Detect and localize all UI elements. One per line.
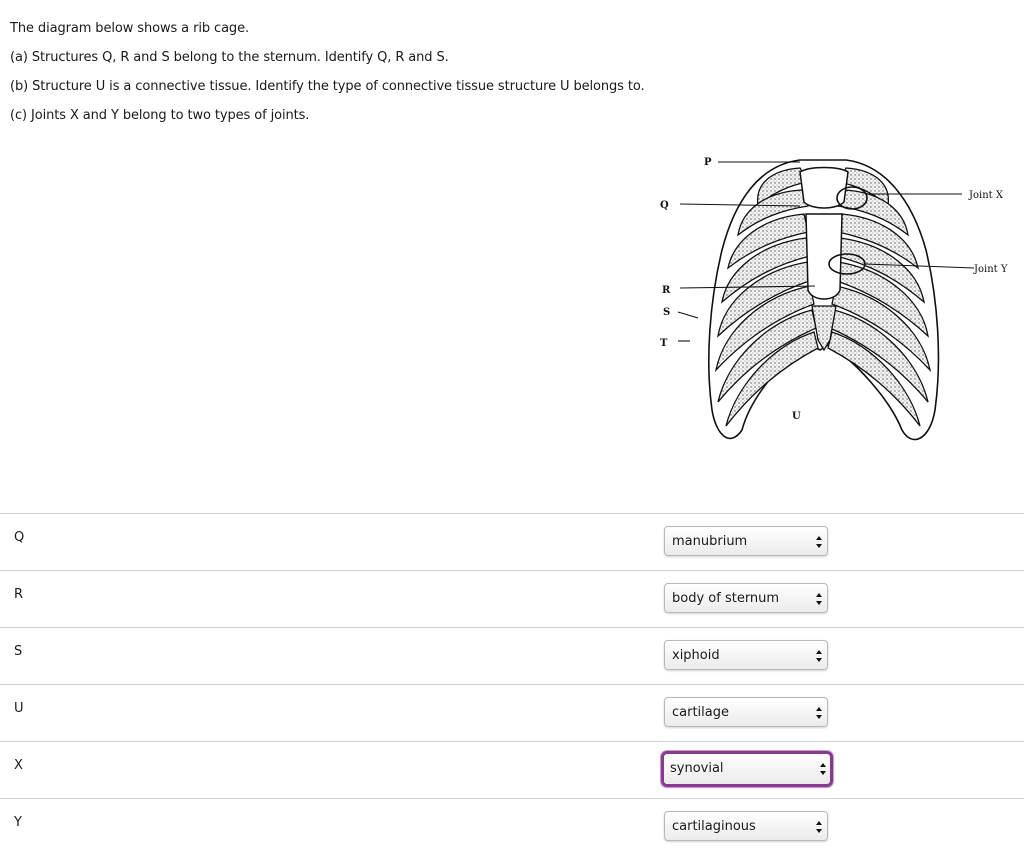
select-arrows-icon	[815, 820, 823, 834]
answer-key: Q	[14, 530, 25, 545]
rib-cage-diagram	[650, 130, 1024, 460]
rib-cage-illustration	[650, 130, 1024, 460]
answer-row	[0, 741, 1024, 798]
answer-key: Y	[14, 815, 22, 830]
label-q: Q	[660, 200, 669, 211]
select-value: cartilaginous	[672, 819, 756, 834]
answer-row	[0, 570, 1024, 627]
answer-row	[0, 798, 1024, 855]
answer-select-x[interactable]	[661, 751, 833, 787]
label-s: S	[663, 307, 671, 318]
question-part-b: (b) Structure U is a connective tissue. Identify the type of connective tissue structure U belongs to.	[10, 79, 645, 94]
question-part-a: (a) Structures Q, R and S belong to the sternum. Identify Q, R and S.	[10, 50, 449, 65]
select-value: synovial	[670, 761, 724, 776]
answer-select-r[interactable]	[664, 583, 828, 613]
select-arrows-icon	[819, 762, 827, 776]
answer-select-u[interactable]	[664, 697, 828, 727]
select-value: xiphoid	[672, 648, 720, 663]
answer-key: S	[14, 644, 23, 659]
label-joint-y: Joint Y	[974, 264, 1008, 275]
select-arrows-icon	[815, 649, 823, 663]
answer-key: U	[14, 701, 24, 716]
answer-row	[0, 684, 1024, 741]
label-u: U	[792, 411, 801, 422]
label-joint-x: Joint X	[969, 190, 1003, 201]
select-arrows-icon	[815, 592, 823, 606]
select-value: manubrium	[672, 534, 748, 549]
answer-select-q[interactable]	[664, 526, 828, 556]
answer-table	[0, 513, 1024, 855]
question-part-c: (c) Joints X and Y belong to two types of joints.	[10, 108, 310, 123]
answer-row	[0, 627, 1024, 684]
answer-row	[0, 513, 1024, 570]
select-arrows-icon	[815, 535, 823, 549]
select-value: cartilage	[672, 705, 729, 720]
select-arrows-icon	[815, 706, 823, 720]
label-t: T	[660, 338, 668, 349]
select-value: body of sternum	[672, 591, 780, 606]
answer-key: R	[14, 587, 24, 602]
label-r: R	[662, 285, 671, 296]
answer-key: X	[14, 758, 23, 773]
answer-select-s[interactable]	[664, 640, 828, 670]
question-text	[10, 14, 1010, 130]
answer-select-y[interactable]	[664, 811, 828, 841]
question-intro: The diagram below shows a rib cage.	[10, 21, 250, 36]
label-p: P	[704, 157, 712, 168]
